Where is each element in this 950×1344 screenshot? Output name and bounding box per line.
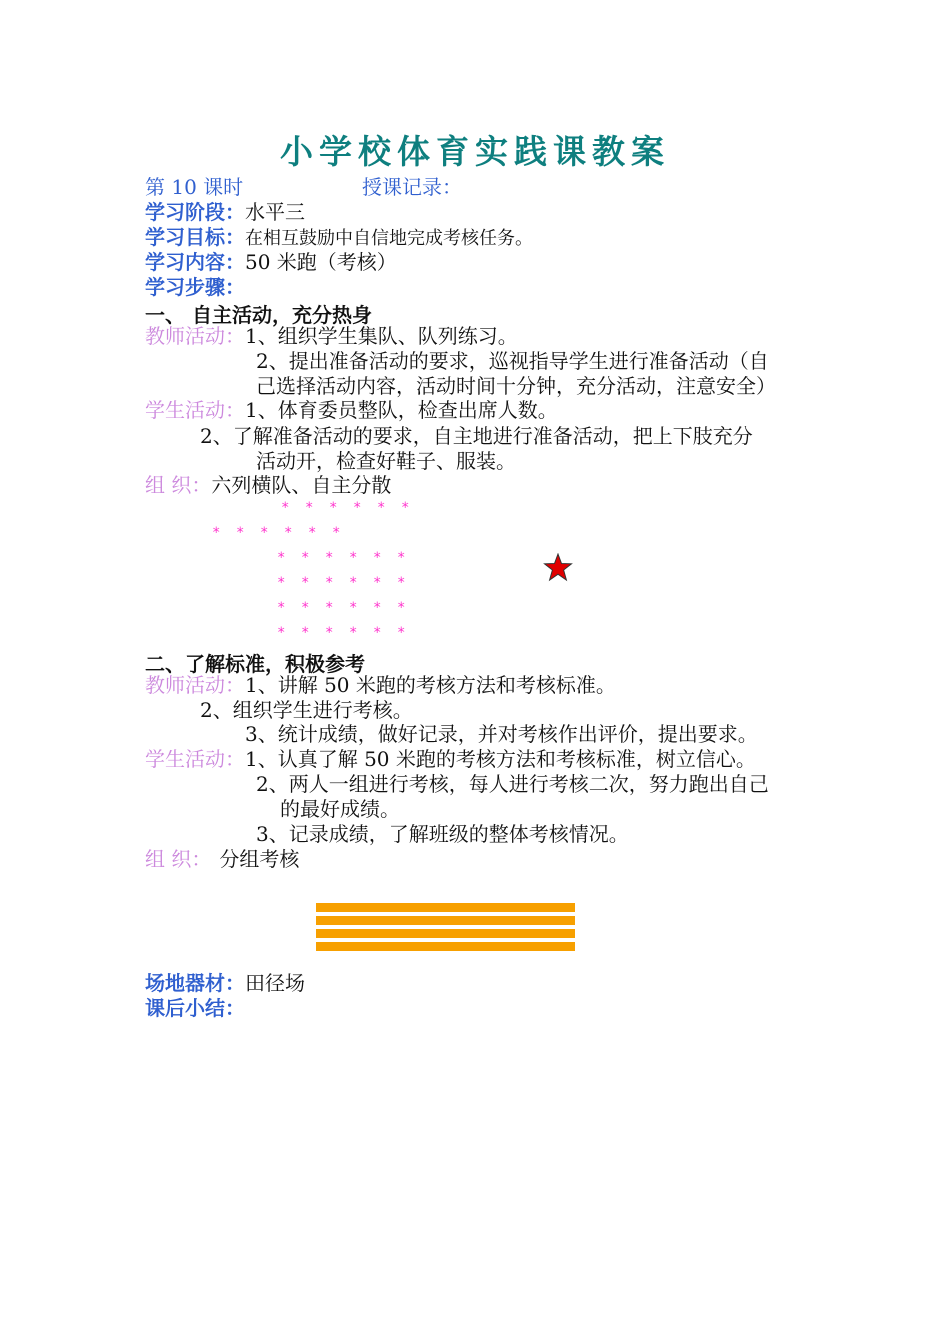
part1-heading: 一、 自主活动，充分热身 (145, 303, 372, 327)
part1-student-row1 (145, 398, 558, 422)
stage-label: 学习阶段： (145, 200, 245, 224)
part1-student-line: 1、体育委员整队，检查出席人数。 (245, 398, 558, 422)
formation-row: * * * * * * (277, 575, 406, 591)
track-lane (316, 942, 575, 951)
part1-student-label: 学生活动： (145, 398, 245, 422)
goal-label: 学习目标： (145, 225, 245, 249)
goal-row (145, 225, 533, 251)
stage-value: 水平三 (245, 200, 305, 224)
part1-org-value: 六列横队、自主分散 (211, 473, 392, 497)
part2-org-row (145, 847, 299, 871)
part1-student-line: 2、了解准备活动的要求，自主地进行准备活动，把上下肢充分 (200, 424, 753, 448)
part2-student-label: 学生活动： (145, 747, 245, 771)
part2-student-line: 2、两人一组进行考核，每人进行考核二次，努力跑出自己 (256, 772, 769, 796)
part2-teacher-line: 2、组织学生进行考核。 (200, 698, 413, 722)
part2-student-row1 (145, 747, 756, 771)
part2-student-line: 的最好成绩。 (280, 797, 400, 821)
stage-row (145, 200, 305, 224)
content-label: 学习内容： (145, 250, 245, 274)
part1-teacher-label: 教师活动： (145, 324, 245, 348)
formation-row: * * * * * * (277, 550, 406, 566)
lesson-number: 第 10 课时 (145, 175, 244, 199)
venue-value: 田径场 (245, 971, 305, 995)
track-lane (316, 916, 575, 925)
part1-student-line: 活动开，检查好鞋子、服装。 (256, 449, 516, 473)
part1-teacher-line: 己选择活动内容，活动时间十分钟，充分活动，注意安全） (256, 374, 776, 398)
part2-student-line: 1、认真了解 50 米跑的考核方法和考核标准，树立信心。 (245, 747, 756, 771)
part1-teacher-line: 1、组织学生集队、队列练习。 (245, 324, 518, 348)
part2-heading: 二、了解标准，积极参考 (145, 652, 365, 676)
formation-row: * * * * * * (212, 525, 341, 541)
part1-teacher-line: 2、提出准备活动的要求，巡视指导学生进行准备活动（自 (256, 349, 769, 373)
part2-org-label: 组 织： (145, 847, 212, 871)
part2-student-line: 3、记录成绩，了解班级的整体考核情况。 (256, 822, 629, 846)
venue-row (145, 971, 305, 995)
formation-row: * * * * * * (277, 600, 406, 616)
summary-label: 课后小结： (145, 996, 245, 1020)
formation-row: * * * * * * (277, 625, 406, 641)
part2-org-value: 分组考核 (219, 847, 300, 871)
track-lane (316, 903, 575, 912)
part2-teacher-line: 3、统计成绩，做好记录，并对考核作出评价，提出要求。 (245, 722, 758, 746)
page-title: 小学校体育实践课教案 (280, 132, 670, 171)
formation-row: * * * * * * (281, 500, 410, 516)
content-value: 50 米跑（考核） (245, 250, 397, 274)
venue-label: 场地器材： (145, 971, 245, 995)
part1-org-row (145, 473, 391, 497)
record-label: 授课记录： (362, 175, 462, 199)
steps-label: 学习步骤： (145, 275, 245, 299)
part2-teacher-row1 (145, 673, 616, 697)
part1-teacher-row1 (145, 324, 518, 348)
content-row (145, 250, 397, 274)
part1-org-label: 组 织： (145, 473, 212, 497)
part2-teacher-line: 1、讲解 50 米跑的考核方法和考核标准。 (245, 673, 616, 697)
track-lane (316, 929, 575, 938)
part2-teacher-label: 教师活动： (145, 673, 245, 697)
goal-value: 在相互鼓励中自信地完成考核任务。 (245, 228, 533, 249)
teacher-star-icon (543, 553, 573, 583)
